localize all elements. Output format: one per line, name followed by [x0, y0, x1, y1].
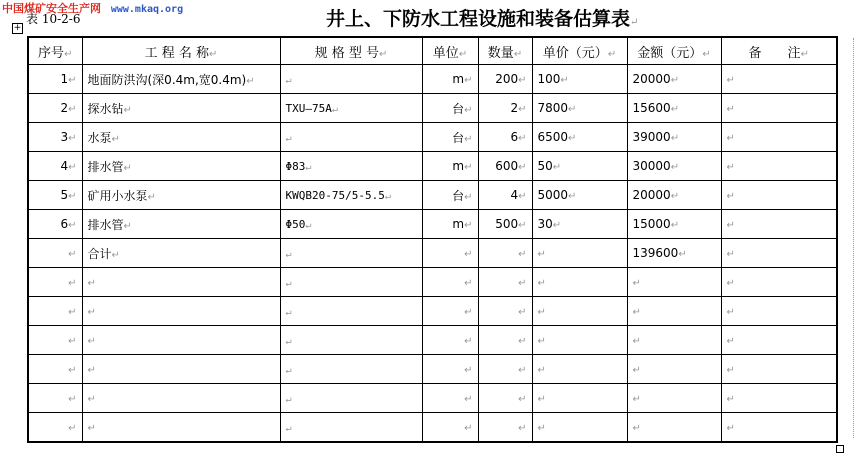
paragraph-mark-icon: ↵: [632, 278, 641, 289]
header-label: 工 程 名 称: [144, 45, 209, 61]
cell-seq-text: 4: [60, 159, 69, 173]
paragraph-mark-icon: ↵: [285, 335, 292, 347]
table-move-icon[interactable]: +: [13, 23, 22, 33]
cell-name[interactable]: [82, 94, 280, 123]
cell-name-text: 地面防洪沟(深0.4m,宽0.4m): [87, 72, 247, 87]
paragraph-mark-icon: ↵: [68, 133, 77, 144]
cell-name[interactable]: [82, 123, 280, 152]
paragraph-mark-icon: ↵: [123, 220, 132, 232]
paragraph-mark-icon: ↵: [68, 307, 77, 318]
paragraph-mark-icon: ↵: [384, 190, 391, 202]
paragraph-mark-icon: ↵: [285, 248, 292, 260]
table-row: [28, 210, 837, 239]
table-row: [28, 384, 837, 413]
paragraph-mark-icon: ↵: [537, 394, 546, 405]
paragraph-mark-icon: ↵: [560, 75, 569, 86]
table-row: [28, 326, 837, 355]
cell-unit[interactable]: [422, 326, 478, 355]
paragraph-mark-icon: ↵: [87, 336, 96, 347]
cell-seq[interactable]: [28, 268, 82, 297]
cell-qty[interactable]: [478, 181, 532, 210]
cell-seq-text: 1: [60, 72, 69, 86]
cell-qty-text: 4: [510, 188, 519, 202]
paragraph-mark-icon: ↵: [87, 278, 96, 289]
cell-name-text: 合计: [87, 246, 112, 261]
cell-qty-text: 600: [495, 159, 519, 173]
cell-note[interactable]: [721, 413, 837, 443]
cell-unit-text: 台: [452, 188, 465, 203]
cell-unit-text: m: [452, 72, 465, 86]
header-amount[interactable]: [627, 37, 721, 65]
cell-seq[interactable]: [28, 181, 82, 210]
table-row: [28, 297, 837, 326]
paragraph-mark-icon: ↵: [331, 103, 338, 115]
paragraph-mark-icon: ↵: [678, 249, 687, 260]
cell-name[interactable]: [82, 268, 280, 297]
cell-amount[interactable]: [627, 268, 721, 297]
header-label: 单位: [432, 45, 459, 61]
table-row: [28, 181, 837, 210]
paragraph-mark-icon: ↵: [726, 307, 735, 318]
paragraph-mark-icon: ↵: [87, 307, 96, 318]
cell-amount-text: 139600: [632, 246, 679, 260]
cell-note[interactable]: [721, 65, 837, 94]
cell-amount[interactable]: [627, 326, 721, 355]
paragraph-mark-icon: ↵: [111, 249, 120, 261]
paragraph-mark-icon: ↵: [513, 48, 523, 60]
paragraph-mark-icon: ↵: [464, 133, 473, 145]
table-resize-icon[interactable]: [836, 445, 844, 453]
paragraph-mark-icon: ↵: [285, 132, 292, 144]
paragraph-mark-icon: ↵: [630, 17, 639, 28]
cell-qty-text: 200: [495, 72, 519, 86]
paragraph-mark-icon: ↵: [518, 278, 527, 289]
cell-qty[interactable]: [478, 326, 532, 355]
paragraph-mark-icon: ↵: [518, 336, 527, 347]
paragraph-mark-icon: ↵: [726, 220, 735, 231]
cell-qty[interactable]: [478, 123, 532, 152]
paragraph-mark-icon: ↵: [726, 336, 735, 347]
header-label: 序号: [38, 45, 65, 61]
cell-price-text: 50: [537, 159, 553, 173]
table-row: [28, 413, 837, 443]
header-price[interactable]: [532, 37, 627, 65]
cell-qty[interactable]: [478, 239, 532, 268]
cell-seq[interactable]: [28, 65, 82, 94]
paragraph-mark-icon: ↵: [726, 365, 735, 376]
paragraph-mark-icon: ↵: [464, 365, 473, 376]
header-note[interactable]: [721, 37, 837, 65]
cell-qty[interactable]: [478, 152, 532, 181]
paragraph-mark-icon: ↵: [68, 191, 77, 202]
cell-name[interactable]: [82, 181, 280, 210]
cell-unit[interactable]: [422, 210, 478, 239]
paragraph-mark-icon: ↵: [518, 365, 527, 376]
watermark-url: www.mkaq.org: [110, 4, 184, 15]
cell-amount-text: 30000: [632, 159, 671, 173]
cell-seq-text: 5: [60, 188, 69, 202]
page-title: [326, 4, 638, 31]
cell-qty[interactable]: [478, 297, 532, 326]
cell-spec[interactable]: [280, 239, 422, 268]
paragraph-mark-icon: ↵: [64, 48, 73, 60]
table-header-row: [28, 37, 837, 65]
paragraph-mark-icon: ↵: [464, 220, 473, 231]
cell-spec-text: Φ83: [285, 159, 306, 173]
cell-amount[interactable]: [627, 297, 721, 326]
paragraph-mark-icon: ↵: [726, 191, 735, 202]
cell-seq[interactable]: [28, 297, 82, 326]
cell-price-text: 6500: [537, 130, 569, 144]
paragraph-mark-icon: ↵: [68, 394, 77, 405]
paragraph-mark-icon: ↵: [552, 162, 562, 173]
cell-price[interactable]: [532, 210, 627, 239]
paragraph-mark-icon: ↵: [518, 191, 527, 202]
cell-amount[interactable]: [627, 152, 721, 181]
cell-spec[interactable]: [280, 413, 422, 443]
paragraph-mark-icon: ↵: [464, 394, 473, 405]
paragraph-mark-icon: ↵: [568, 191, 577, 202]
paragraph-mark-icon: ↵: [68, 336, 77, 347]
paragraph-mark-icon: ↵: [518, 75, 527, 86]
paragraph-mark-icon: ↵: [632, 365, 641, 376]
paragraph-mark-icon: ↵: [726, 278, 735, 289]
cell-unit[interactable]: [422, 239, 478, 268]
paragraph-mark-icon: ↵: [568, 133, 577, 144]
cell-seq[interactable]: [28, 355, 82, 384]
cell-spec[interactable]: [280, 384, 422, 413]
paragraph-mark-icon: ↵: [285, 277, 292, 289]
cell-amount[interactable]: [627, 94, 721, 123]
paragraph-mark-icon: ↵: [537, 278, 546, 289]
cell-name[interactable]: [82, 413, 280, 443]
cell-spec[interactable]: [280, 297, 422, 326]
cell-seq[interactable]: [28, 239, 82, 268]
cell-amount[interactable]: [627, 181, 721, 210]
paragraph-mark-icon: ↵: [464, 278, 473, 289]
cell-unit[interactable]: [422, 152, 478, 181]
cell-seq[interactable]: [28, 326, 82, 355]
cell-amount-text: 15000: [632, 217, 671, 231]
paragraph-mark-icon: ↵: [464, 423, 473, 434]
paragraph-mark-icon: ↵: [464, 249, 473, 260]
paragraph-mark-icon: ↵: [670, 104, 680, 115]
paragraph-mark-icon: ↵: [670, 75, 680, 86]
header-label: 备 注: [748, 45, 801, 61]
cell-amount-text: 20000: [632, 188, 671, 202]
cell-price[interactable]: [532, 239, 627, 268]
paragraph-mark-icon: ↵: [87, 423, 96, 434]
cell-note[interactable]: [721, 152, 837, 181]
paragraph-mark-icon: ↵: [285, 393, 292, 405]
cell-price[interactable]: [532, 326, 627, 355]
cell-name[interactable]: [82, 152, 280, 181]
paragraph-mark-icon: ↵: [537, 365, 546, 376]
paragraph-mark-icon: ↵: [607, 48, 617, 60]
cell-qty[interactable]: [478, 268, 532, 297]
cell-qty[interactable]: [478, 384, 532, 413]
cell-price[interactable]: [532, 181, 627, 210]
cell-seq[interactable]: [28, 123, 82, 152]
paragraph-mark-icon: ↵: [518, 423, 527, 434]
cell-amount[interactable]: [627, 384, 721, 413]
cell-name-text: 探水钻: [87, 101, 124, 116]
table-row: [28, 152, 837, 181]
cell-spec[interactable]: [280, 210, 422, 239]
cell-amount-text: 39000: [632, 130, 671, 144]
cell-seq[interactable]: [28, 384, 82, 413]
paragraph-mark-icon: ↵: [726, 104, 735, 115]
paragraph-mark-icon: ↵: [518, 394, 527, 405]
cell-name[interactable]: [82, 65, 280, 94]
cell-unit[interactable]: [422, 413, 478, 443]
paragraph-mark-icon: ↵: [464, 162, 473, 173]
cell-spec[interactable]: [280, 268, 422, 297]
cell-name[interactable]: [82, 297, 280, 326]
paragraph-mark-icon: ↵: [68, 162, 77, 173]
table-row: [28, 355, 837, 384]
cell-unit[interactable]: [422, 355, 478, 384]
cell-amount[interactable]: [627, 210, 721, 239]
cell-name-text: 排水管: [87, 217, 124, 232]
cell-spec[interactable]: [280, 152, 422, 181]
cell-price[interactable]: [532, 152, 627, 181]
cell-seq-text: 3: [60, 130, 69, 144]
cell-note[interactable]: [721, 210, 837, 239]
header-spec[interactable]: [280, 37, 422, 65]
cell-price-text: 30: [537, 217, 553, 231]
paragraph-mark-icon: ↵: [552, 220, 562, 231]
cell-note[interactable]: [721, 268, 837, 297]
paragraph-mark-icon: ↵: [458, 48, 468, 60]
paragraph-mark-icon: ↵: [285, 306, 292, 318]
cell-note[interactable]: [721, 384, 837, 413]
paragraph-mark-icon: ↵: [68, 249, 77, 260]
cell-price[interactable]: [532, 384, 627, 413]
paragraph-mark-icon: ↵: [632, 423, 641, 434]
cell-qty-text: 2: [510, 101, 519, 115]
cell-unit-text: 台: [452, 130, 465, 145]
paragraph-mark-icon: ↵: [670, 133, 680, 144]
paragraph-mark-icon: ↵: [68, 220, 77, 231]
paragraph-mark-icon: ↵: [726, 162, 735, 173]
cell-amount-text: 20000: [632, 72, 671, 86]
paragraph-mark-icon: ↵: [87, 394, 96, 405]
cell-price-text: 5000: [537, 188, 569, 202]
paragraph-mark-icon: ↵: [518, 307, 527, 318]
paragraph-mark-icon: ↵: [537, 423, 546, 434]
cell-name-text: 排水管: [87, 159, 124, 174]
cell-amount[interactable]: [627, 413, 721, 443]
header-unit[interactable]: [422, 37, 478, 65]
paragraph-mark-icon: ↵: [68, 75, 77, 86]
paragraph-mark-icon: ↵: [702, 48, 711, 60]
cell-amount[interactable]: [627, 239, 721, 268]
cell-spec[interactable]: [280, 181, 422, 210]
cell-seq[interactable]: [28, 152, 82, 181]
cell-price-text: 7800: [537, 101, 569, 115]
cell-unit[interactable]: [422, 384, 478, 413]
cell-amount[interactable]: [627, 355, 721, 384]
cell-name[interactable]: [82, 384, 280, 413]
paragraph-mark-icon: ↵: [518, 133, 527, 144]
cell-unit-text: m: [452, 217, 465, 231]
cell-qty[interactable]: [478, 413, 532, 443]
paragraph-mark-icon: ↵: [568, 104, 577, 115]
paragraph-mark-icon: ↵: [800, 48, 809, 60]
estimate-table: [27, 36, 838, 443]
header-name[interactable]: [82, 37, 280, 65]
cell-name[interactable]: [82, 326, 280, 355]
table-row: [28, 123, 837, 152]
cell-qty-text: 500: [495, 217, 519, 231]
paragraph-mark-icon: ↵: [68, 278, 77, 289]
cell-note[interactable]: [721, 181, 837, 210]
cell-amount[interactable]: [627, 65, 721, 94]
paragraph-mark-icon: ↵: [670, 220, 680, 231]
paragraph-mark-icon: ↵: [68, 423, 77, 434]
cell-qty[interactable]: [478, 210, 532, 239]
header-label: 规 格 型 号: [314, 45, 379, 61]
cell-spec[interactable]: [280, 65, 422, 94]
cell-name-text: 矿用小水泵: [87, 188, 148, 203]
cell-note[interactable]: [721, 326, 837, 355]
cell-name-text: 水泵: [87, 130, 112, 145]
cell-price[interactable]: [532, 268, 627, 297]
cell-price[interactable]: [532, 65, 627, 94]
cell-price[interactable]: [532, 355, 627, 384]
watermark-site-name: 中国煤矿安全生产网: [2, 2, 101, 15]
cell-spec[interactable]: [280, 94, 422, 123]
cell-qty-text: 6: [510, 130, 519, 144]
cell-amount[interactable]: [627, 123, 721, 152]
cell-note[interactable]: [721, 94, 837, 123]
cell-seq-text: 2: [60, 101, 69, 115]
paragraph-mark-icon: ↵: [518, 104, 527, 115]
cell-name[interactable]: [82, 210, 280, 239]
paragraph-mark-icon: ↵: [464, 104, 473, 116]
cell-amount-text: 15600: [632, 101, 671, 115]
cell-seq[interactable]: [28, 210, 82, 239]
paragraph-mark-icon: ↵: [464, 307, 473, 318]
table-row: [28, 239, 837, 268]
paragraph-mark-icon: ↵: [246, 75, 255, 87]
header-qty[interactable]: [478, 37, 532, 65]
paragraph-mark-icon: ↵: [632, 394, 641, 405]
paragraph-mark-icon: ↵: [285, 74, 292, 86]
paragraph-mark-icon: ↵: [111, 133, 120, 145]
cell-unit[interactable]: [422, 268, 478, 297]
cell-price[interactable]: [532, 297, 627, 326]
paragraph-mark-icon: ↵: [87, 365, 96, 376]
cell-qty[interactable]: [478, 65, 532, 94]
cell-note[interactable]: [721, 123, 837, 152]
cell-name[interactable]: [82, 239, 280, 268]
paragraph-mark-icon: ↵: [518, 162, 527, 173]
cell-note[interactable]: [721, 297, 837, 326]
cell-spec[interactable]: [280, 326, 422, 355]
paragraph-mark-icon: ↵: [464, 336, 473, 347]
cell-unit[interactable]: [422, 181, 478, 210]
paragraph-mark-icon: ↵: [632, 307, 641, 318]
cell-unit-text: m: [452, 159, 465, 173]
cell-price[interactable]: [532, 94, 627, 123]
paragraph-mark-icon: ↵: [464, 75, 473, 86]
table-row: [28, 268, 837, 297]
cell-spec-text: KWQB20-75/5-5.5: [285, 188, 385, 202]
paragraph-mark-icon: ↵: [209, 48, 218, 60]
table-row: [28, 94, 837, 123]
cell-unit-text: 台: [452, 101, 465, 116]
cell-unit[interactable]: [422, 65, 478, 94]
table-body: [28, 65, 837, 443]
paragraph-mark-icon: ↵: [670, 162, 680, 173]
paragraph-mark-icon: ↵: [123, 162, 132, 174]
paragraph-mark-icon: ↵: [518, 220, 527, 231]
cell-unit[interactable]: [422, 94, 478, 123]
table-number-label: 表 10-2-6: [26, 12, 81, 26]
header-seq[interactable]: [28, 37, 82, 65]
paragraph-mark-icon: ↵: [670, 191, 680, 202]
cell-seq[interactable]: [28, 94, 82, 123]
paragraph-mark-icon: ↵: [537, 336, 546, 347]
cell-price-text: 100: [537, 72, 561, 86]
cell-unit[interactable]: [422, 123, 478, 152]
paragraph-mark-icon: ↵: [726, 133, 735, 144]
text-boundary-line: [853, 38, 854, 438]
paragraph-mark-icon: ↵: [379, 48, 388, 60]
paragraph-mark-icon: ↵: [464, 191, 473, 203]
cell-unit[interactable]: [422, 297, 478, 326]
table-row: [28, 65, 837, 94]
paragraph-mark-icon: ↵: [285, 422, 292, 434]
header-label: 数量: [487, 45, 514, 61]
cell-seq[interactable]: [28, 413, 82, 443]
paragraph-mark-icon: ↵: [537, 249, 546, 260]
paragraph-mark-icon: ↵: [305, 161, 312, 173]
paragraph-mark-icon: ↵: [147, 191, 156, 203]
paragraph-mark-icon: ↵: [726, 394, 735, 405]
cell-spec[interactable]: [280, 355, 422, 384]
cell-name[interactable]: [82, 355, 280, 384]
paragraph-mark-icon: ↵: [632, 336, 641, 347]
cell-spec-text: TXU—75A: [285, 101, 332, 115]
cell-note[interactable]: [721, 239, 837, 268]
header-label: 金额（元）: [637, 45, 703, 61]
paragraph-mark-icon: ↵: [305, 219, 312, 231]
paragraph-mark-icon: ↵: [285, 364, 292, 376]
cell-qty[interactable]: [478, 94, 532, 123]
paragraph-mark-icon: ↵: [726, 75, 735, 86]
cell-price[interactable]: [532, 413, 627, 443]
paragraph-mark-icon: ↵: [123, 104, 132, 116]
paragraph-mark-icon: ↵: [537, 307, 546, 318]
paragraph-mark-icon: ↵: [726, 249, 735, 260]
cell-qty[interactable]: [478, 355, 532, 384]
cell-note[interactable]: [721, 355, 837, 384]
paragraph-mark-icon: ↵: [726, 423, 735, 434]
paragraph-mark-icon: ↵: [68, 104, 77, 115]
cell-price[interactable]: [532, 123, 627, 152]
header-label: 单价（元）: [542, 45, 608, 61]
paragraph-mark-icon: ↵: [68, 365, 77, 376]
cell-seq-text: 6: [60, 217, 69, 231]
paragraph-mark-icon: ↵: [518, 249, 527, 260]
cell-spec[interactable]: [280, 123, 422, 152]
cell-spec-text: Φ50: [285, 217, 306, 231]
title-text: 井上、下防水工程设施和装备估算表: [326, 8, 631, 30]
